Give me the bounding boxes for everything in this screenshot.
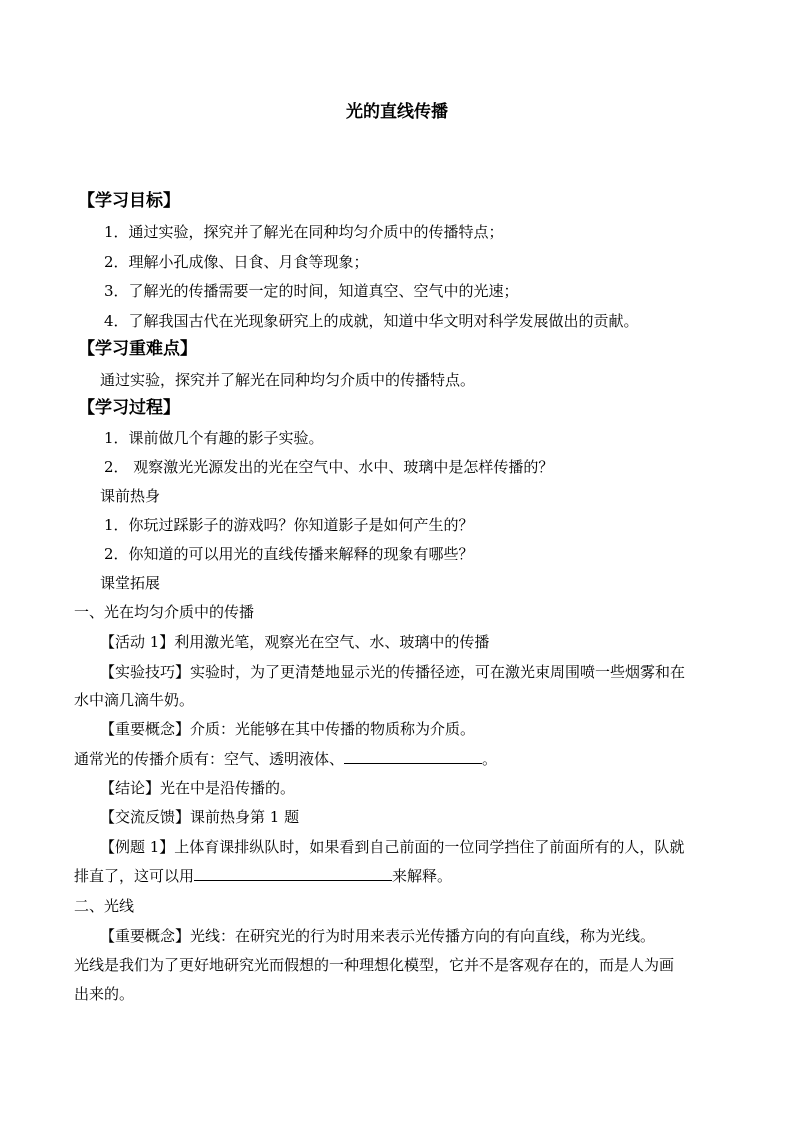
process-step: 1．课前做几个有趣的影子实验。 (104, 429, 324, 447)
conclusion: 【结论】光在中是沿传播的。 (100, 779, 296, 797)
page-title: 光的直线传播 (346, 102, 448, 122)
answer-blank[interactable] (194, 866, 392, 881)
key-points-heading: 【学习重难点】 (78, 339, 197, 359)
concept-light-ray: 【重要概念】光线：在研究光的行为时用来表示光传播方向的有向直线，称为光线。 (100, 927, 656, 945)
process-step: 2． 观察激光光源发出的光在空气中、水中、玻璃中是怎样传播的？ (104, 458, 554, 476)
light-ray-text-line-2: 出来的。 (74, 985, 135, 1003)
example-prefix: 排直了，这可以用 (74, 867, 195, 885)
example-1-line-1: 【例题 1】上体育课排纵队时，如果看到自己前面的一位同学挡住了前面所有的人，队就 (100, 838, 685, 856)
section-1-heading: 一、光在均匀介质中的传播 (74, 603, 255, 621)
section-2-heading: 二、光线 (74, 897, 135, 915)
learning-goals-heading: 【学习目标】 (78, 191, 180, 211)
key-points-text: 通过实验，探究并了解光在同种均匀介质中的传播特点。 (100, 371, 476, 389)
warmup-question: 2．你知道的可以用光的直线传播来解释的现象有哪些？ (104, 545, 474, 563)
experiment-tip-line-1: 【实验技巧】实验时，为了更清楚地显示光的传播径迹，可在激光束周围喷一些烟雾和在 (100, 663, 686, 681)
activity-1: 【活动 1】利用激光笔，观察光在空气、水、玻璃中的传播 (100, 633, 490, 651)
concept-medium: 【重要概念】介质：光能够在其中传播的物质称为介质。 (100, 720, 476, 738)
example-suffix: 来解释。 (392, 867, 453, 885)
extension-label: 课堂拓展 (100, 574, 161, 592)
learning-process-heading: 【学习过程】 (78, 398, 180, 418)
feedback: 【交流反馈】课前热身第 1 题 (100, 808, 300, 826)
warmup-question: 1．你玩过踩影子的游戏吗？你知道影子是如何产生的？ (104, 516, 474, 534)
media-fill-in (74, 749, 497, 769)
goal-item: 4．了解我国古代在光现象研究上的成就，知道中华文明对科学发展做出的贡献。 (104, 312, 639, 330)
warmup-label: 课前热身 (100, 487, 161, 505)
goal-item: 3．了解光的传播需要一定的时间，知道真空、空气中的光速； (104, 282, 519, 300)
goal-item: 1．通过实验，探究并了解光在同种均匀介质中的传播特点； (104, 223, 504, 241)
answer-blank[interactable] (344, 749, 482, 764)
light-ray-text-line-1: 光线是我们为了更好地研究光而假想的一种理想化模型，它并不是客观存在的，而是人为画 (74, 956, 675, 974)
media-prefix: 通常光的传播介质有：空气、透明液体、 (74, 750, 345, 768)
example-1-line-2 (74, 866, 452, 886)
media-suffix: 。 (482, 750, 498, 768)
experiment-tip-line-2: 水中滴几滴牛奶。 (74, 691, 195, 709)
goal-item: 2．理解小孔成像、日食、月食等现象； (104, 253, 369, 271)
